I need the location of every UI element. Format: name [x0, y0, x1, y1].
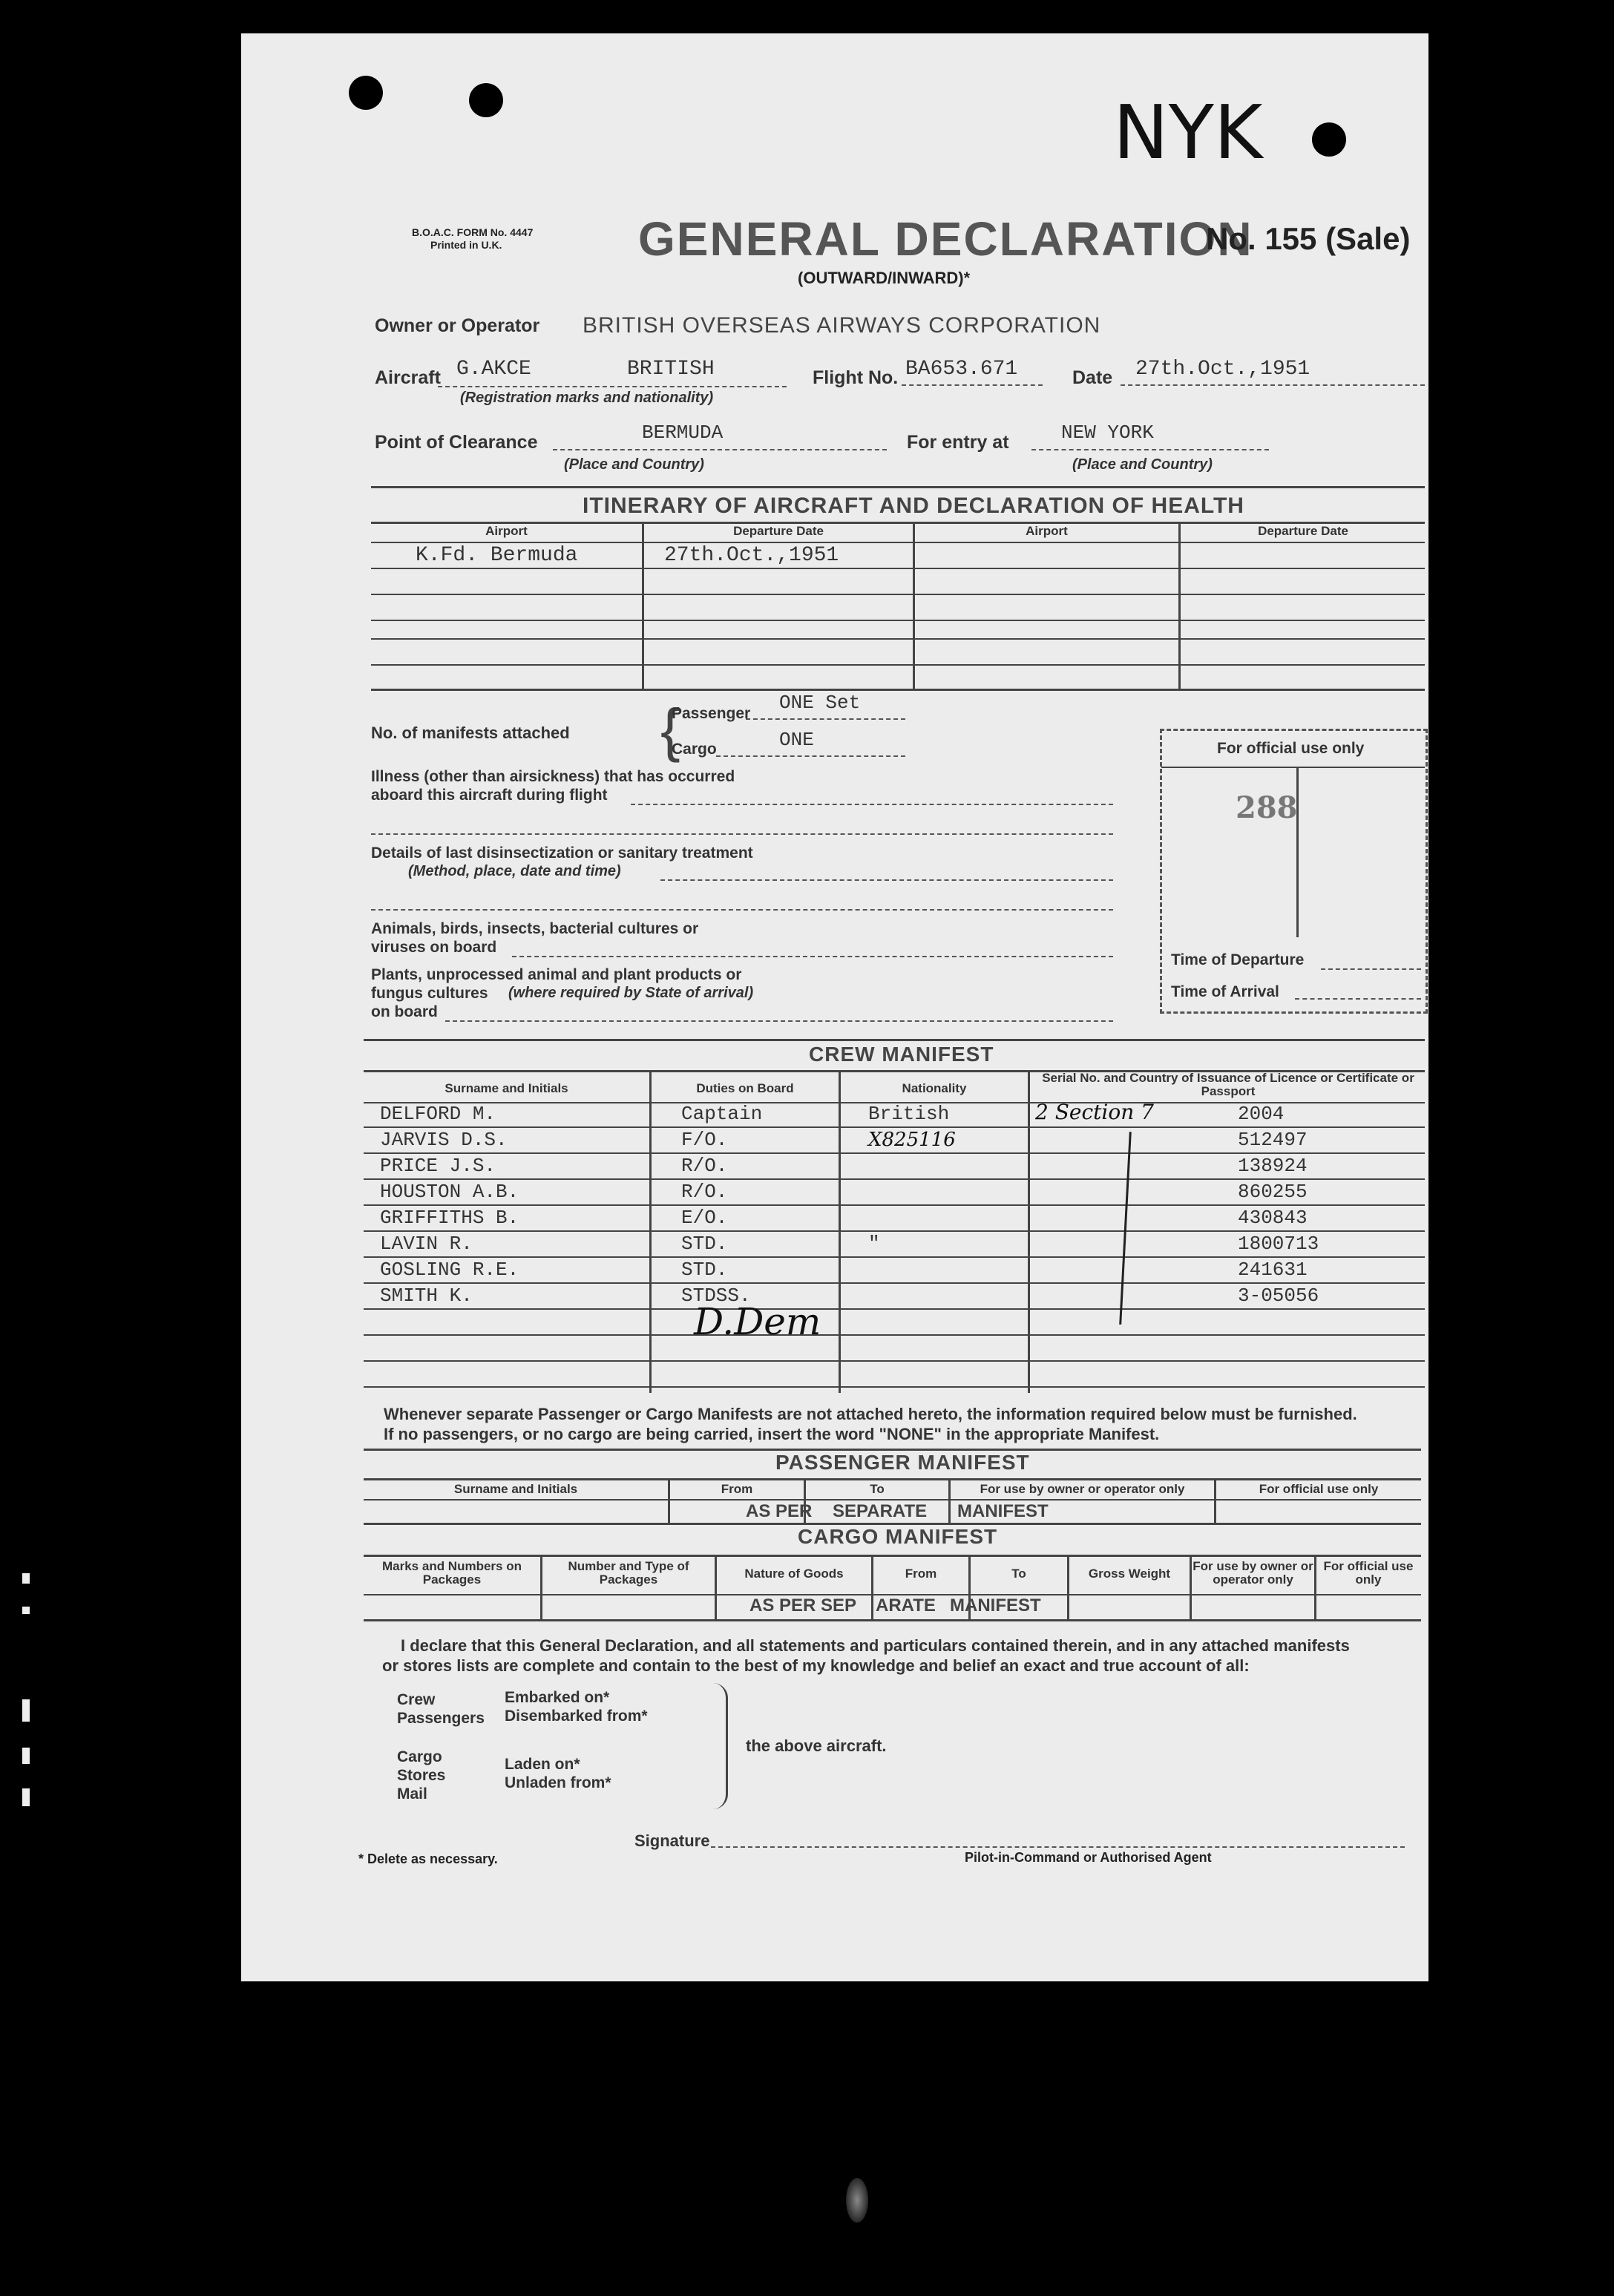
cm-col-number: Number and Type of Packages: [568, 1559, 689, 1587]
crew-serial: 1800713: [1238, 1233, 1319, 1255]
pm-col-owner: For use by owner or operator only: [980, 1482, 1185, 1496]
crew-nationality: British: [868, 1103, 950, 1125]
owner-value: BRITISH OVERSEAS AIRWAYS CORPORATION: [583, 313, 1101, 338]
aircraft-caption: (Registration marks and nationality): [460, 390, 714, 406]
margin-mark: [22, 1748, 30, 1764]
pm-entry-1: AS PER: [746, 1501, 813, 1521]
serial-annotation: 2 Section 7: [1035, 1100, 1154, 1124]
margin-mark: [22, 1699, 30, 1722]
disinsect-label: Details of last disinsectization or sanitary treatment: [371, 844, 753, 862]
crew-serial: 860255: [1238, 1181, 1308, 1203]
margin-mark: [22, 1573, 30, 1584]
cm-col-official: For official use only: [1323, 1559, 1414, 1587]
official-use-box: [1160, 729, 1428, 1014]
brace: {: [660, 697, 680, 763]
crew-name: PRICE J.S.: [380, 1155, 496, 1177]
delete-note: * Delete as necessary.: [358, 1851, 498, 1866]
entry-label: For entry at: [907, 432, 1009, 453]
handwritten-mark: NYK: [1113, 89, 1263, 176]
pilot-caption: Pilot-in-Command or Authorised Agent: [965, 1850, 1212, 1865]
page-title: GENERAL DECLARATION: [638, 212, 1253, 266]
pm-col-to: To: [870, 1482, 885, 1496]
passenger-manifest-label: Passenger: [672, 705, 751, 722]
crew-nationality: ": [868, 1233, 880, 1255]
pm-entry-2: SEPARATE: [833, 1501, 928, 1521]
cm-col-nature: Nature of Goods: [744, 1567, 844, 1581]
disinsect-caption: (Method, place, date and time): [408, 863, 621, 879]
crew-name: DELFORD M.: [380, 1103, 496, 1125]
plants-label-2: fungus cultures: [371, 985, 488, 1002]
declaration-line-1: I declare that this General Declaration, and all statements and particulars contained therein, and in any attached manifests: [401, 1636, 1350, 1655]
crew-serial: 241631: [1238, 1259, 1308, 1281]
notice-line-2: If no passengers, or no cargo are being carried, insert the word "NONE" in the appropriate Manifest.: [384, 1425, 1160, 1443]
cm-entry-2: ARATE: [876, 1595, 936, 1616]
declaration-line-2: or stores lists are complete and contain to the best of my knowledge and belief an exact and true account of all:: [382, 1656, 1250, 1675]
punch-hole: [469, 83, 503, 117]
declaration-right: the above aircraft.: [746, 1736, 887, 1755]
crew-name: GOSLING R.E.: [380, 1259, 519, 1281]
aircraft-label: Aircraft: [375, 367, 441, 388]
crew-duty: STDSS.: [681, 1285, 751, 1307]
crew-manifest-heading: CREW MANIFEST: [809, 1043, 994, 1066]
cm-entry-3: MANIFEST: [950, 1595, 1041, 1616]
owner-label: Owner or Operator: [375, 315, 540, 336]
notice-line-1: Whenever separate Passenger or Cargo Manifests are not attached hereto, the information required below must be furnished.: [384, 1405, 1357, 1423]
cm-entry-1: AS PER SEP: [749, 1595, 857, 1616]
declaration-number: No. 155 (Sale): [1206, 221, 1411, 256]
entry-caption: (Place and Country): [1072, 456, 1213, 473]
flight-number: BA653.671: [905, 358, 1018, 381]
crew-name: HOUSTON A.B.: [380, 1181, 519, 1203]
flight-date: 27th.Oct.,1951: [1135, 358, 1310, 381]
punch-hole: [1312, 122, 1346, 157]
animals-label: Animals, birds, insects, bacterial cultures or: [371, 920, 699, 937]
crew-serial: 430843: [1238, 1207, 1308, 1229]
declaration-left-1: Crew Passengers: [397, 1691, 485, 1727]
signature-label: Signature: [634, 1831, 710, 1850]
crew-name: GRIFFITHS B.: [380, 1207, 519, 1229]
passenger-manifest-heading: PASSENGER MANIFEST: [775, 1451, 1030, 1474]
margin-mark: [22, 1607, 30, 1614]
cm-col-owner: For use by owner or operator only: [1193, 1559, 1313, 1587]
crew-name: SMITH K.: [380, 1285, 473, 1307]
plants-label-3: on board: [371, 1003, 438, 1020]
crew-serial: 2004: [1238, 1103, 1285, 1125]
itinerary-date: 27th.Oct.,1951: [664, 544, 839, 567]
declaration-brace: [712, 1683, 728, 1809]
clearance-label: Point of Clearance: [375, 432, 538, 453]
cm-col-from: From: [905, 1567, 937, 1581]
declaration-mid-2: Laden on* Unladen from*: [505, 1756, 611, 1791]
crew-name: LAVIN R.: [380, 1233, 473, 1255]
crew-nationality: X825116: [868, 1129, 956, 1151]
official-stamp: 288: [1236, 790, 1298, 825]
crew-duty: R/O.: [681, 1181, 728, 1203]
crew-serial: 512497: [1238, 1129, 1308, 1151]
arrival-time-label: Time of Arrival: [1171, 983, 1279, 1000]
itinerary-col-date: Departure Date: [733, 524, 824, 538]
flight-label: Flight No.: [813, 367, 899, 388]
crew-col-name: Surname and Initials: [444, 1081, 568, 1095]
crew-name: JARVIS D.S.: [380, 1129, 508, 1151]
smudge: [846, 2178, 868, 2223]
margin-mark: [22, 1788, 30, 1806]
cm-col-marks: Marks and Numbers on Packages: [382, 1559, 522, 1587]
crew-duty: R/O.: [681, 1155, 728, 1177]
crew-duty: E/O.: [681, 1207, 728, 1229]
plants-caption: (where required by State of arrival): [508, 985, 754, 1001]
pm-col-from: From: [721, 1482, 753, 1496]
page-subtitle: (OUTWARD/INWARD)*: [798, 269, 971, 287]
cargo-manifest-label: Cargo: [672, 741, 717, 758]
departure-time-label: Time of Departure: [1171, 951, 1305, 968]
crew-col-serial: Serial No. and Country of Issuance of Licence or Certificate or Passport: [1042, 1071, 1414, 1098]
pm-entry-3: MANIFEST: [957, 1501, 1049, 1521]
crew-duty: F/O.: [681, 1129, 728, 1151]
plants-label: Plants, unprocessed animal and plant products or: [371, 966, 742, 983]
aircraft-nationality: BRITISH: [627, 358, 715, 381]
itinerary-col-airport-2: Airport: [1026, 524, 1068, 538]
crew-duty: STD.: [681, 1233, 728, 1255]
cm-col-weight: Gross Weight: [1088, 1567, 1171, 1581]
crew-col-duty: Duties on Board: [696, 1081, 794, 1095]
declaration-mid-1: Embarked on* Disembarked from*: [505, 1689, 648, 1725]
entry-value: NEW YORK: [1061, 422, 1154, 444]
pm-col-name: Surname and Initials: [453, 1482, 578, 1496]
itinerary-col-airport: Airport: [485, 524, 528, 538]
form-number: B.O.A.C. FORM No. 4447: [412, 226, 534, 238]
date-label: Date: [1072, 367, 1113, 388]
crew-col-nationality: Nationality: [902, 1081, 967, 1095]
itinerary-col-date-2: Departure Date: [1258, 524, 1348, 538]
passenger-manifest-value: ONE Set: [779, 692, 861, 714]
crew-duty: Captain: [681, 1103, 763, 1125]
cargo-manifest-heading: CARGO MANIFEST: [798, 1525, 998, 1548]
cm-col-to: To: [1011, 1567, 1026, 1581]
crew-serial: 3-05056: [1238, 1285, 1319, 1307]
official-use-heading: For official use only: [1217, 740, 1365, 757]
manifests-label: No. of manifests attached: [371, 724, 570, 742]
declaration-left-2: Cargo Stores Mail: [397, 1748, 446, 1803]
clearance-caption: (Place and Country): [564, 456, 704, 473]
punch-hole: [349, 76, 383, 110]
itinerary-heading: ITINERARY OF AIRCRAFT AND DECLARATION OF HEALTH: [583, 493, 1244, 518]
crew-duty: STD.: [681, 1259, 728, 1281]
clearance-value: BERMUDA: [642, 422, 724, 444]
itinerary-airport: K.Fd. Bermuda: [416, 544, 578, 567]
illness-label-2: aboard this aircraft during flight: [371, 787, 608, 804]
aircraft-registration: G.AKCE: [456, 358, 531, 381]
cargo-manifest-value: ONE: [779, 729, 814, 751]
pm-col-official: For official use only: [1259, 1482, 1379, 1496]
printed-note: Printed in U.K.: [430, 239, 502, 251]
animals-label-2: viruses on board: [371, 939, 497, 956]
illness-label: Illness (other than airsickness) that has occurred: [371, 768, 735, 785]
crew-signature: D.Dem: [694, 1300, 821, 1343]
crew-serial: 138924: [1238, 1155, 1308, 1177]
